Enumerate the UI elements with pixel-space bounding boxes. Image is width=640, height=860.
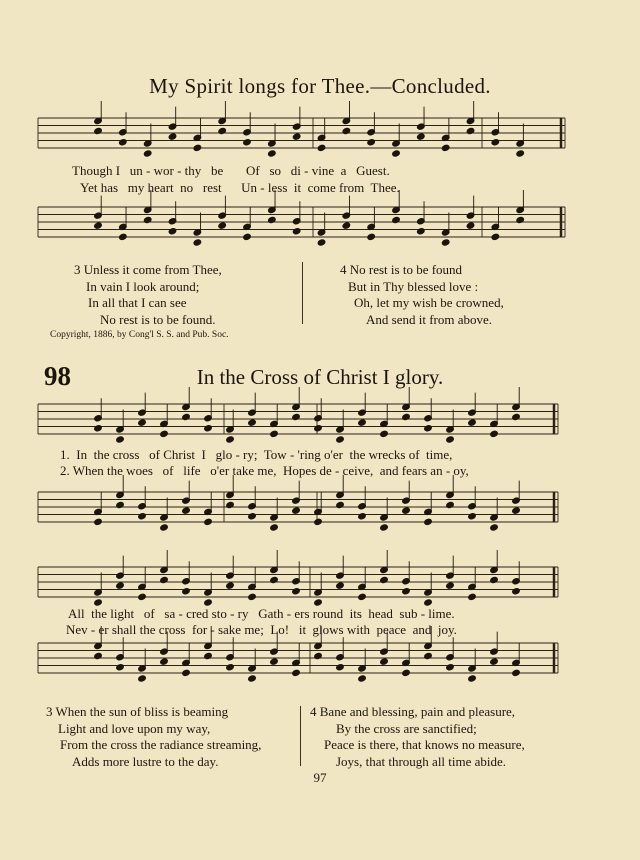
note-head (94, 518, 103, 525)
note-head (94, 425, 103, 432)
note-head (468, 513, 477, 520)
note-head (292, 588, 301, 595)
note-head (138, 675, 147, 682)
note-head (193, 144, 202, 151)
note-head (270, 576, 279, 583)
note-head (424, 425, 433, 432)
note-head (292, 133, 301, 140)
verse-line: 4 Bane and blessing, pain and pleasure, (310, 704, 516, 719)
page-number: 97 (313, 770, 327, 785)
note-head (380, 430, 389, 437)
note-head (314, 518, 323, 525)
note-head (424, 652, 433, 659)
verse-divider (302, 262, 303, 324)
hymn-a-verse-3 (74, 262, 222, 328)
note-head (402, 588, 411, 595)
note-head (402, 413, 411, 420)
note-head (380, 658, 389, 665)
note-head (491, 139, 500, 146)
note-head (204, 518, 213, 525)
note-head (119, 139, 128, 146)
note-head (270, 524, 279, 531)
verse-line: Adds more lustre to the day. (72, 753, 219, 769)
note-head (446, 664, 455, 671)
note-head (119, 233, 128, 240)
note-head (516, 216, 525, 223)
note-head (270, 658, 279, 665)
note-head (358, 419, 367, 426)
note-head (292, 413, 301, 420)
note-head (292, 507, 301, 514)
note-head (466, 127, 475, 134)
note-head (138, 513, 147, 520)
note-head (314, 425, 323, 432)
note-head (516, 150, 525, 157)
note-head (491, 233, 500, 240)
note-head (342, 127, 351, 134)
note-head (218, 127, 227, 134)
note-head (468, 593, 477, 600)
note-head (270, 430, 279, 437)
note-head (358, 513, 367, 520)
note-head (367, 233, 376, 240)
note-head (268, 150, 277, 157)
note-head (317, 144, 326, 151)
note-head (367, 139, 376, 146)
note-head (182, 669, 191, 676)
note-head (226, 501, 235, 508)
verse-line: No rest is to be found. (100, 311, 216, 327)
note-head (512, 413, 521, 420)
note-head (358, 593, 367, 600)
copyright-notice: Copyright, 1886, by Cong'l S. S. and Pub. Soc. (50, 330, 229, 340)
note-head (392, 216, 401, 223)
note-head (490, 576, 499, 583)
note-head (160, 576, 169, 583)
note-head (160, 658, 169, 665)
note-head (138, 593, 147, 600)
hymn-b-line1-verse1: 1. In the cross of Christ I glo - ry; Tow - 'ring o'er the wrecks of time, (60, 447, 453, 462)
note-head (392, 150, 401, 157)
note-head (116, 501, 125, 508)
note-head (160, 430, 169, 437)
note-head (268, 216, 277, 223)
note-head (94, 127, 103, 134)
note-head (204, 652, 213, 659)
note-head (336, 436, 345, 443)
hymn-b-verse-4 (310, 704, 525, 770)
note-head (441, 239, 450, 246)
hymn-b-title: In the Cross of Christ I glory. (196, 365, 444, 389)
hymn-b-number: 98 (44, 361, 71, 391)
note-head (417, 228, 426, 235)
note-head (441, 144, 450, 151)
note-head (160, 524, 169, 531)
verse-line: And send it from above. (366, 311, 493, 327)
note-head (380, 576, 389, 583)
note-head (490, 658, 499, 665)
note-head (218, 222, 227, 229)
note-head (358, 675, 367, 682)
note-head (143, 150, 152, 157)
note-head (182, 413, 191, 420)
note-head (512, 588, 521, 595)
note-head (468, 419, 477, 426)
note-head (317, 239, 326, 246)
note-head (336, 501, 345, 508)
note-head (380, 524, 389, 531)
verse-line: Peace is there, that knows no measure, (324, 737, 525, 752)
verse-line: 3 When the sun of bliss is beaming (46, 704, 229, 719)
note-head (314, 652, 323, 659)
verse-line: In vain I look around; (86, 278, 200, 294)
verse-line: In all that I can see (88, 295, 187, 310)
note-head (116, 664, 125, 671)
verse-divider (300, 706, 301, 766)
note-head (94, 222, 103, 229)
note-head (168, 133, 177, 140)
hymn-b-line1-verse2: 2. When the woes of life o'er take me, Hopes de - ceive, and fears an - oy, (60, 463, 469, 478)
note-head (336, 664, 345, 671)
note-head (468, 675, 477, 682)
hymn-a-lyrics-2: Yet has my heart no rest Un - less it come from Thee. (80, 180, 400, 195)
note-head (248, 513, 257, 520)
note-head (446, 436, 455, 443)
verse-line: Joys, that through all time abide. (336, 753, 507, 769)
note-head (226, 664, 235, 671)
note-head (466, 222, 475, 229)
note-head (116, 582, 125, 589)
note-head (490, 524, 499, 531)
note-head (243, 233, 252, 240)
verse-line: From the cross the radiance streaming, (60, 737, 262, 752)
note-head (336, 582, 345, 589)
note-head (193, 239, 202, 246)
note-head (402, 669, 411, 676)
verse-line: Light and love upon my way, (58, 720, 211, 736)
note-head (292, 228, 301, 235)
verse-line: Oh, let my wish be crowned, (354, 295, 504, 310)
hymn-b-line2-verse1: All the light of sa - cred sto - ry Gath - ers round its head sub - lime. (68, 606, 455, 621)
note-head (424, 518, 433, 525)
verse-line: 4 No rest is to be found (340, 262, 463, 277)
note-head (226, 436, 235, 443)
note-head (204, 425, 213, 432)
note-head (116, 436, 125, 443)
note-head (168, 228, 177, 235)
hymn-a-verse-4 (340, 262, 504, 328)
note-head (143, 216, 152, 223)
note-head (226, 582, 235, 589)
verse-line: But in Thy blessed love : (348, 278, 479, 294)
note-head (248, 675, 257, 682)
note-head (182, 507, 191, 514)
note-head (138, 419, 147, 426)
verse-line: By the cross are sanctified; (336, 720, 477, 736)
note-head (342, 222, 351, 229)
note-head (248, 419, 257, 426)
note-head (402, 507, 411, 514)
note-head (417, 133, 426, 140)
hymn-b-verse-3 (46, 704, 261, 770)
note-head (292, 669, 301, 676)
note-head (512, 669, 521, 676)
note-head (446, 582, 455, 589)
verse-line: 3 Unless it come from Thee, (74, 262, 222, 277)
hymn-a-lyrics-1: Though I un - wor - thy be Of so di - vine a Guest. (72, 163, 390, 178)
hymn-b-line2-verse2: Nev - er shall the cross for - sake me; Lo! it glows with peace and joy. (66, 622, 457, 637)
note-head (248, 593, 257, 600)
note-head (182, 588, 191, 595)
note-head (94, 652, 103, 659)
hymn-a-title: My Spirit longs for Thee.—Concluded. (149, 74, 491, 98)
note-head (446, 501, 455, 508)
note-head (512, 507, 521, 514)
note-head (243, 139, 252, 146)
note-head (490, 430, 499, 437)
